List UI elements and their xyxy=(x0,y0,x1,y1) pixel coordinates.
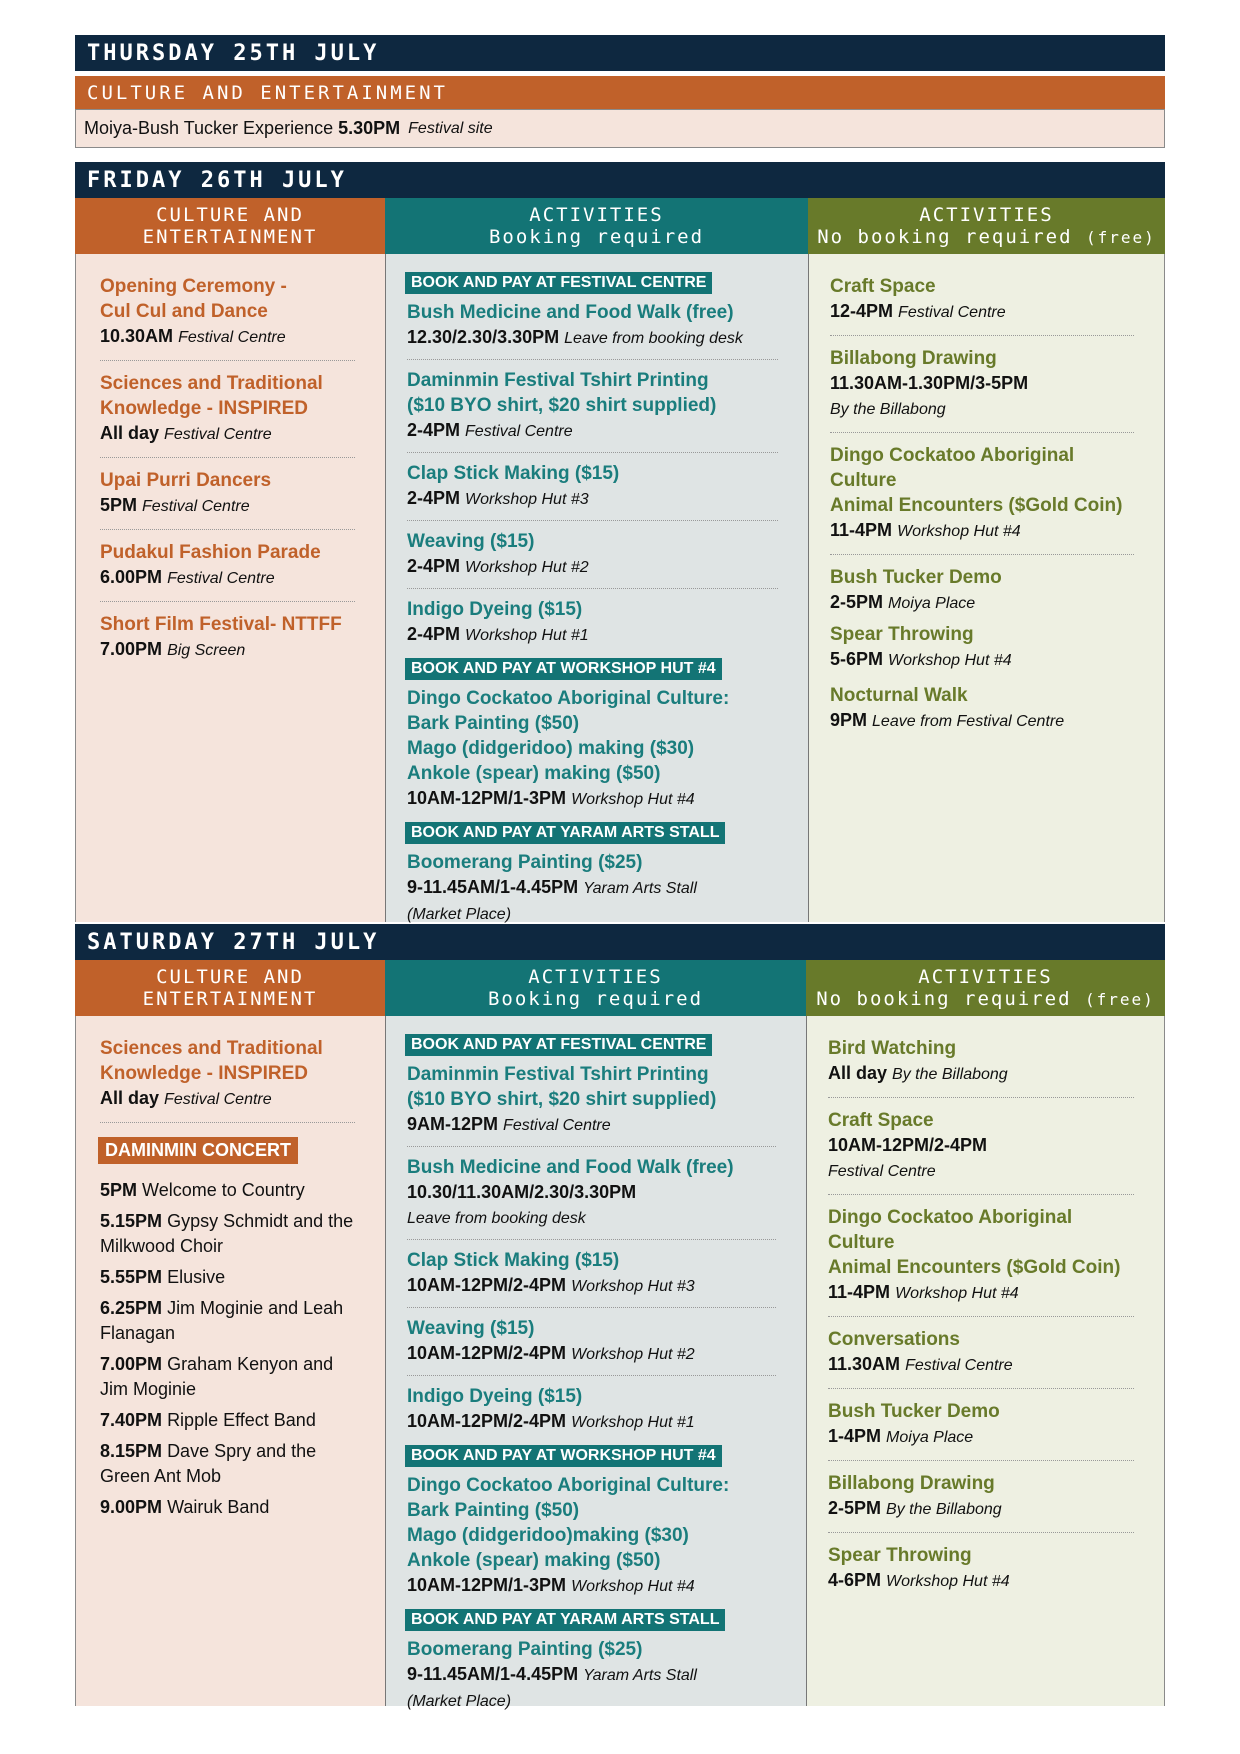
free-activity xyxy=(830,683,1134,744)
activity-place: Yaram Arts Stall xyxy=(583,880,697,897)
concert-list xyxy=(100,1178,355,1520)
booking-activity xyxy=(407,1248,776,1308)
activity-title: Bird Watching xyxy=(828,1038,957,1059)
activity-title: Dingo Cockatoo Aboriginal Culture: xyxy=(407,688,730,709)
booking-activity xyxy=(407,368,778,453)
activity-place: Festival Centre xyxy=(905,1357,1013,1374)
activity-title: Boomerang Painting ($25) xyxy=(407,1639,643,1660)
booking-activity xyxy=(407,686,778,816)
event-time: All day xyxy=(100,423,160,443)
booking-activity xyxy=(407,1155,776,1240)
header-free-note: (free) xyxy=(1086,227,1156,247)
activity-time: 10.30/11.30AM/2.30/3.30PM xyxy=(407,1182,637,1202)
activity-place: (Market Place) xyxy=(407,1693,512,1710)
activity-place: Workshop Hut #1 xyxy=(571,1414,695,1431)
free-activity xyxy=(828,1327,1134,1389)
activity-time: 10AM-12PM/2-4PM xyxy=(407,1343,567,1363)
event-title: Pudakul Fashion Parade xyxy=(100,542,321,563)
booking-activity xyxy=(407,1384,776,1439)
free-activity xyxy=(830,274,1134,336)
free-activity xyxy=(828,1399,1134,1461)
activity-time: 2-4PM xyxy=(407,624,461,644)
booking-location-tag: BOOK AND PAY AT FESTIVAL CENTRE xyxy=(405,1034,712,1056)
activity-title: Ankole (spear) making ($50) xyxy=(407,763,661,784)
event-time: 7.00PM xyxy=(100,639,163,659)
event-place: Festival Centre xyxy=(164,1091,272,1108)
culture-event xyxy=(100,540,355,602)
concert-act: Gypsy Schmidt and the Milkwood Choir xyxy=(100,1211,354,1256)
event-title: Knowledge - INSPIRED xyxy=(100,398,308,419)
activity-title: Animal Encounters ($Gold Coin) xyxy=(828,1257,1121,1278)
activity-place: Leave from Festival Centre xyxy=(872,713,1065,730)
concert-time: 7.00PM xyxy=(100,1354,163,1374)
saturday-day-header: SATURDAY 27TH JULY xyxy=(75,924,1165,960)
friday-booking-col-header xyxy=(385,198,808,254)
activity-place: By the Billabong xyxy=(892,1066,1008,1083)
activity-title: Indigo Dyeing ($15) xyxy=(407,1386,583,1407)
concert-act: Graham Kenyon and Jim Moginie xyxy=(100,1354,334,1399)
saturday-booking-col-header xyxy=(385,960,806,1016)
activity-time: 2-4PM xyxy=(407,488,461,508)
event-time: 10.30AM xyxy=(100,326,174,346)
header-free-note: (free) xyxy=(1085,989,1155,1009)
culture-event xyxy=(100,274,355,361)
activity-title: Conversations xyxy=(828,1329,960,1350)
event-place: Festival Centre xyxy=(142,498,250,515)
activity-title: Bush Tucker Demo xyxy=(828,1401,1000,1422)
concert-item xyxy=(100,1495,355,1520)
concert-act: Ripple Effect Band xyxy=(167,1410,316,1430)
header-line: ENTERTAINMENT xyxy=(142,226,318,248)
header-text: No booking required xyxy=(817,225,1073,248)
activity-title: Craft Space xyxy=(830,276,936,297)
concert-item xyxy=(100,1209,355,1259)
activity-time: 11-4PM xyxy=(828,1282,891,1302)
activity-title: Boomerang Painting ($25) xyxy=(407,852,643,873)
activity-title: ($10 BYO shirt, $20 shirt supplied) xyxy=(407,395,717,416)
activity-title: Dingo Cockatoo Aboriginal Culture xyxy=(828,1207,1073,1253)
activity-place: Moiya Place xyxy=(886,1429,974,1446)
activity-time: 9AM-12PM xyxy=(407,1114,499,1134)
header-line: ACTIVITIES xyxy=(529,204,664,226)
thursday-day-header: THURSDAY 25TH JULY xyxy=(75,35,1165,71)
activity-title: Bark Painting ($50) xyxy=(407,713,580,734)
event-title: Sciences and Traditional xyxy=(100,373,323,394)
activity-title: Dingo Cockatoo Aboriginal Culture: xyxy=(407,1475,730,1496)
friday-free-col-header xyxy=(808,198,1165,254)
culture-event xyxy=(100,1036,355,1123)
activity-title: Craft Space xyxy=(828,1110,934,1131)
activity-place: (Market Place) xyxy=(407,906,512,923)
concert-act: Wairuk Band xyxy=(167,1497,270,1517)
event-title: Upai Purri Dancers xyxy=(100,470,272,491)
activity-place: Workshop Hut #3 xyxy=(465,491,589,508)
column-divider xyxy=(385,1016,386,1706)
event-place: Festival site xyxy=(408,119,493,137)
event-place: Big Screen xyxy=(167,642,246,659)
activity-place: Festival Centre xyxy=(828,1163,936,1180)
friday-culture-column xyxy=(75,254,385,922)
activity-place: Festival Centre xyxy=(465,423,573,440)
event-title: Short Film Festival- NTTFF xyxy=(100,614,342,635)
activity-place: Workshop Hut #4 xyxy=(571,791,695,808)
booking-location-tag: BOOK AND PAY AT WORKSHOP HUT #4 xyxy=(405,658,722,680)
friday-free-column xyxy=(808,254,1165,922)
friday-culture-col-header xyxy=(75,198,385,254)
activity-time: 2-4PM xyxy=(407,420,461,440)
activity-time: 9-11.45AM/1-4.45PM xyxy=(407,1664,579,1684)
activity-title: Spear Throwing xyxy=(830,624,974,645)
booking-activity xyxy=(407,300,778,360)
header-line: Booking required xyxy=(487,988,704,1010)
friday-booking-column xyxy=(385,254,808,922)
activity-time: 11.30AM-1.30PM/3-5PM xyxy=(830,373,1029,393)
event-time: All day xyxy=(100,1088,160,1108)
event-time: 6.00PM xyxy=(100,567,163,587)
activity-time: 10AM-12PM/2-4PM xyxy=(828,1135,988,1155)
booking-activity xyxy=(407,1637,776,1724)
saturday-booking-column xyxy=(385,1016,806,1710)
activity-place: Workshop Hut #4 xyxy=(571,1578,695,1595)
event-time: 5.30PM xyxy=(338,118,401,138)
booking-location-tag: BOOK AND PAY AT YARAM ARTS STALL xyxy=(405,1609,725,1631)
activity-title: Indigo Dyeing ($15) xyxy=(407,599,583,620)
activity-place: By the Billabong xyxy=(830,401,946,418)
free-activity xyxy=(830,565,1134,616)
header-line xyxy=(817,226,1156,249)
concert-item xyxy=(100,1265,355,1290)
activity-title: Bush Medicine and Food Walk (free) xyxy=(407,302,734,323)
activity-place: Workshop Hut #2 xyxy=(465,559,589,576)
activity-place: Workshop Hut #2 xyxy=(571,1346,695,1363)
concert-item xyxy=(100,1408,355,1433)
booking-location-tag: BOOK AND PAY AT WORKSHOP HUT #4 xyxy=(405,1445,722,1467)
activity-place: Yaram Arts Stall xyxy=(583,1667,697,1684)
booking-activity xyxy=(407,1062,776,1147)
free-activity xyxy=(830,346,1134,433)
activity-title: Spear Throwing xyxy=(828,1545,972,1566)
free-activity xyxy=(828,1543,1134,1604)
free-activity xyxy=(830,622,1134,673)
activity-time: 2-5PM xyxy=(830,592,884,612)
event-title: Opening Ceremony - xyxy=(100,276,287,297)
concert-act: Elusive xyxy=(167,1267,226,1287)
culture-event xyxy=(100,371,355,458)
activity-place: Festival Centre xyxy=(898,304,1006,321)
free-activity xyxy=(828,1471,1134,1533)
activity-title: Clap Stick Making ($15) xyxy=(407,463,620,484)
activity-time: 4-6PM xyxy=(828,1570,882,1590)
activity-title: Bark Painting ($50) xyxy=(407,1500,580,1521)
activity-place: Workshop Hut #4 xyxy=(886,1573,1010,1590)
concert-time: 7.40PM xyxy=(100,1410,163,1430)
activity-time: 1-4PM xyxy=(828,1426,882,1446)
booking-activity xyxy=(407,461,778,521)
activity-time: 12.30/2.30/3.30PM xyxy=(407,327,560,347)
activity-time: 10AM-12PM/1-3PM xyxy=(407,1575,567,1595)
activity-place: Workshop Hut #4 xyxy=(895,1285,1019,1302)
header-line: ACTIVITIES xyxy=(918,965,1053,988)
event-title: Cul Cul and Dance xyxy=(100,301,268,322)
activity-time: 11.30AM xyxy=(828,1354,901,1374)
booking-activity xyxy=(407,597,778,652)
activity-time: 9PM xyxy=(830,710,868,730)
header-line: CULTURE AND xyxy=(156,966,304,988)
event-place: Festival Centre xyxy=(178,329,286,346)
concert-item xyxy=(100,1296,355,1346)
concert-item xyxy=(100,1439,355,1489)
activity-title: Dingo Cockatoo Aboriginal Culture xyxy=(830,445,1075,491)
booking-location-tag: BOOK AND PAY AT YARAM ARTS STALL xyxy=(405,822,725,844)
activity-title: Weaving ($15) xyxy=(407,531,535,552)
concert-time: 6.25PM xyxy=(100,1298,163,1318)
column-divider xyxy=(808,254,809,922)
activity-time: 10AM-12PM/2-4PM xyxy=(407,1275,567,1295)
activity-place: Workshop Hut #4 xyxy=(888,652,1012,669)
free-activity xyxy=(828,1108,1134,1195)
activity-title: Bush Medicine and Food Walk (free) xyxy=(407,1157,734,1178)
free-activity xyxy=(828,1205,1134,1317)
activity-place: Leave from booking desk xyxy=(564,330,743,347)
header-line: ENTERTAINMENT xyxy=(142,988,318,1010)
concert-act: Jim Moginie and Leah Flanagan xyxy=(100,1298,344,1343)
concert-tag: DAMINMIN CONCERT xyxy=(98,1137,298,1164)
concert-item xyxy=(100,1352,355,1402)
activity-title: Weaving ($15) xyxy=(407,1318,535,1339)
header-text: No booking required xyxy=(816,987,1072,1010)
event-title: Knowledge - INSPIRED xyxy=(100,1063,308,1084)
event-place: Festival Centre xyxy=(167,570,275,587)
culture-event xyxy=(100,612,355,673)
activity-title: Nocturnal Walk xyxy=(830,685,968,706)
free-activity xyxy=(828,1036,1134,1098)
header-line xyxy=(816,988,1155,1011)
concert-time: 5.55PM xyxy=(100,1267,163,1287)
activity-title: Clap Stick Making ($15) xyxy=(407,1250,620,1271)
saturday-culture-column xyxy=(75,1016,385,1706)
event-title: Sciences and Traditional xyxy=(100,1038,323,1059)
activity-time: 10AM-12PM/2-4PM xyxy=(407,1411,567,1431)
activity-title: Billabong Drawing xyxy=(828,1473,995,1494)
activity-time: 5-6PM xyxy=(830,649,884,669)
saturday-free-column xyxy=(806,1016,1165,1706)
saturday-free-col-header xyxy=(806,960,1165,1016)
activity-place: Festival Centre xyxy=(503,1117,611,1134)
header-line: Booking required xyxy=(488,226,705,248)
activity-title: Daminmin Festival Tshirt Printing xyxy=(407,1064,709,1085)
concert-act: Dave Spry and the Green Ant Mob xyxy=(100,1441,317,1486)
thursday-culture-header: CULTURE AND ENTERTAINMENT xyxy=(75,76,1165,109)
concert-time: 9.00PM xyxy=(100,1497,163,1517)
activity-place: Workshop Hut #3 xyxy=(571,1278,695,1295)
activity-time: 12-4PM xyxy=(830,301,894,321)
thursday-event-row xyxy=(75,109,1165,148)
activity-place: Workshop Hut #1 xyxy=(465,627,589,644)
activity-place: Moiya Place xyxy=(888,595,976,612)
activity-title: Ankole (spear) making ($50) xyxy=(407,1550,661,1571)
activity-time: 10AM-12PM/1-3PM xyxy=(407,788,567,808)
header-line: ACTIVITIES xyxy=(919,203,1054,226)
concert-time: 8.15PM xyxy=(100,1441,163,1461)
concert-item xyxy=(100,1178,355,1203)
activity-title: ($10 BYO shirt, $20 shirt supplied) xyxy=(407,1089,717,1110)
event-name: Moiya-Bush Tucker Experience xyxy=(84,118,334,138)
concert-time: 5PM xyxy=(100,1180,138,1200)
concert-act: Welcome to Country xyxy=(142,1180,305,1200)
booking-activity xyxy=(407,1473,776,1603)
activity-title: Animal Encounters ($Gold Coin) xyxy=(830,495,1123,516)
event-place: Festival Centre xyxy=(164,426,272,443)
activity-place: Workshop Hut #4 xyxy=(897,523,1021,540)
activity-place: By the Billabong xyxy=(886,1501,1002,1518)
booking-location-tag: BOOK AND PAY AT FESTIVAL CENTRE xyxy=(405,272,712,294)
concert-time: 5.15PM xyxy=(100,1211,163,1231)
header-line: ACTIVITIES xyxy=(528,966,663,988)
booking-activity xyxy=(407,529,778,589)
activity-title: Daminmin Festival Tshirt Printing xyxy=(407,370,709,391)
activity-title: Billabong Drawing xyxy=(830,348,997,369)
event-time: 5PM xyxy=(100,495,138,515)
culture-event xyxy=(100,468,355,530)
friday-day-header: FRIDAY 26TH JULY xyxy=(75,162,1165,198)
activity-title: Mago (didgeridoo) making ($30) xyxy=(407,738,695,759)
activity-time: All day xyxy=(828,1063,888,1083)
activity-time: 9-11.45AM/1-4.45PM xyxy=(407,877,579,897)
activity-title: Bush Tucker Demo xyxy=(830,567,1002,588)
saturday-culture-col-header xyxy=(75,960,385,1016)
activity-time: 11-4PM xyxy=(830,520,893,540)
header-line: CULTURE AND xyxy=(156,204,304,226)
column-divider xyxy=(806,1016,807,1706)
free-activity xyxy=(830,443,1134,555)
column-divider xyxy=(385,254,386,922)
activity-title: Mago (didgeridoo)making ($30) xyxy=(407,1525,689,1546)
activity-time: 2-4PM xyxy=(407,556,461,576)
activity-place: Leave from booking desk xyxy=(407,1210,586,1227)
booking-activity xyxy=(407,1316,776,1376)
activity-time: 2-5PM xyxy=(828,1498,882,1518)
